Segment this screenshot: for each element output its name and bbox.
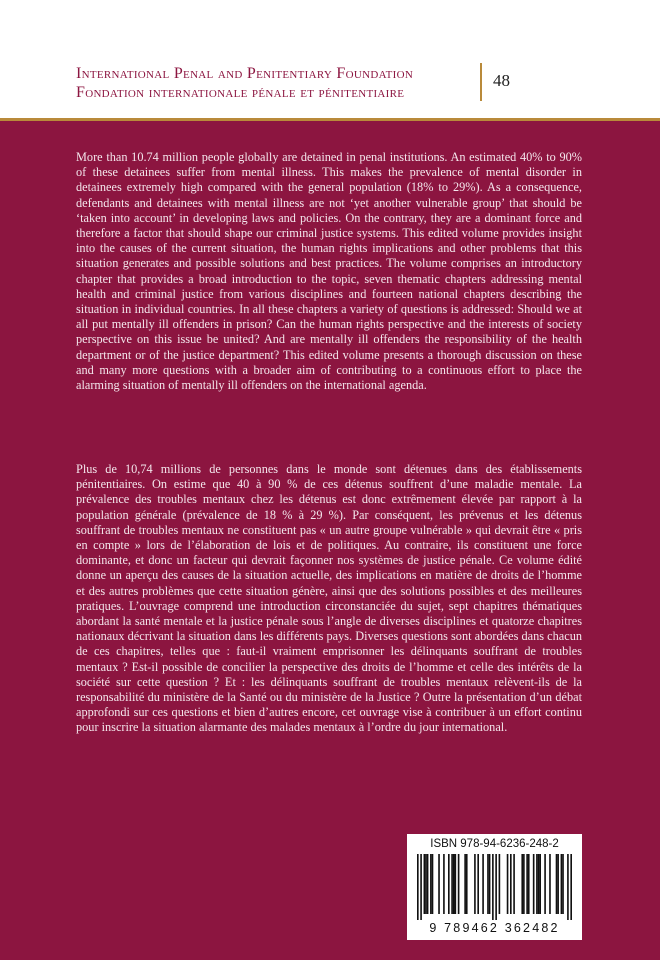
- barcode-block: [407, 834, 582, 940]
- series-number: 48: [493, 71, 510, 90]
- barcode-bar: [556, 854, 558, 914]
- barcode-bar: [492, 854, 494, 920]
- publisher-name: [76, 64, 476, 102]
- barcode-bar: [424, 854, 426, 914]
- barcode-bar: [451, 854, 453, 914]
- barcode-bar: [453, 854, 455, 914]
- barcode-bar: [561, 854, 563, 914]
- barcode-bar: [521, 854, 523, 914]
- barcode-bar: [474, 854, 476, 914]
- barcode-bar: [499, 854, 501, 914]
- publisher-name-french: Fondation internationale pénale et pénitentiaire: [76, 84, 405, 101]
- barcode-bar: [526, 854, 528, 914]
- barcode-bar: [533, 854, 535, 914]
- barcode-bar: [455, 854, 457, 914]
- header-band: [0, 0, 660, 118]
- barcode-bar: [443, 854, 445, 914]
- isbn-label: ISBN 978-94-6236-248-2: [430, 838, 559, 850]
- barcode-bar: [448, 854, 450, 914]
- barcode-bar: [425, 854, 427, 914]
- barcode-bar: [495, 854, 497, 920]
- barcode-bar: [570, 854, 572, 920]
- barcode-bar: [549, 854, 551, 914]
- barcode-bar: [466, 854, 468, 914]
- blurb-french: Plus de 10,74 millions de personnes dans le monde sont détenues dans des établissements pénitentiaires. On estime que 40 à 90 % de ces détenus souffrent d’une maladie mentale. La prévalence des troubles mentaux chez les détenus est donc extrêmement élevée par rapport à la population générale (prévalence de 18 % à 29 %). Par conséquent, les prévenus et les détenus souffrant de troubles mentaux ne constituent pas « un autre groupe vulnérable » qui devrait être « pris en compte » lors de l’élaboration de lois et de politiques. Au contraire, ils constituent une force dominante, et donc un facteur qui devrait façonner nos systèmes de justice pénale. Ce volume édité donne un aperçu des causes de la situation actuelle, des implications en matière de droits de l’homme et des autres problèmes que cette situation génère, ainsi que des solutions possibles et des meilleures pratiques. L’ouvrage comprend une introduction circonstanciée du sujet, sept chapitres thématiques abordant la santé mentale et la justice pénale sous l’angle de diverses disciplines et quatorze chapitres nationaux décrivant la situation dans les différents pays. Diverses questions sont abordées dans chacun de ces chapitres, telles que : faut-il vraiment emprisonner les délinquants souffrant de troubles mentaux ? Est-il possible de concilier la perspective des droits de l’homme et celle des intérêts de la société sur cette question ? Et : les délinquants souffrant de troubles mentaux relèvent-ils de la responsabilité du ministère de la Santé ou du ministère de la Justice ? Outre la présentation d’un débat approfondi sur ces questions et bien d’autres encore, cet ouvrage vise à contribuer à un effort continu pour inscrire la situation alarmante des malades mentaux à l’ordre du jour international.: [76, 462, 582, 735]
- gold-rule: [0, 118, 660, 121]
- barcode-bar: [567, 854, 569, 920]
- barcode-bar: [427, 854, 429, 914]
- barcode-bar: [432, 854, 434, 914]
- barcode-bar: [487, 854, 489, 914]
- barcode-bar: [458, 854, 460, 914]
- ean-digits: 9 789462 362482: [429, 921, 560, 935]
- barcode-bar: [538, 854, 540, 914]
- barcode-bars: [417, 854, 572, 920]
- publisher-name-english: International Penal and Penitentiary Foundation: [76, 65, 414, 82]
- barcode-bar: [482, 854, 484, 914]
- barcode-bar: [464, 854, 466, 914]
- barcode-bar: [536, 854, 538, 914]
- barcode-bar: [430, 854, 432, 914]
- blurb-english: More than 10.74 million people globally are detained in penal institutions. An estimated 40% to 90% of these detainees suffer from mental illness. This makes the prevalence of mental disorder in detainees extremely high compared with the general population (18% to 29%). As a consequence, defendants and detainees with mental illness are not ‘yet another vulnerable group’ that should be ‘taken into account’ in developing laws and policies. On the contrary, they are a dominant force and therefore a factor that should shape our criminal justice systems. This edited volume provides insight into the causes of the current situation, the human rights implications and other problems that this situation generates and possible solutions and best practices. The volume comprises an introductory chapter that provides a broad introduction to the topic, seven thematic chapters addressing mental health and criminal justice from various disciplines and fourteen national chapters describing the situation in individual countries. In all these chapters a variety of questions is addressed: Should we at all put mentally ill offenders in prison? Can the human rights perspective and the interests of society perspective on this issue be united? And are mentally ill offenders the responsibility of the health department or of the justice department? This edited volume presents a thorough discussion on these and many more questions with a broader aim of contributing to a continuous effort to place the alarming situation of mentally ill offenders on the international agenda.: [76, 150, 582, 393]
- barcode-bar: [510, 854, 512, 914]
- barcode-bar: [528, 854, 530, 914]
- barcode-bar: [557, 854, 559, 914]
- barcode-bar: [420, 854, 422, 920]
- barcode-bar: [507, 854, 509, 914]
- barcode-bar: [562, 854, 564, 914]
- barcode-bar: [489, 854, 491, 914]
- barcode-bar: [513, 854, 515, 914]
- header-divider: [480, 63, 482, 101]
- barcode-bar: [477, 854, 479, 914]
- barcode-bar: [438, 854, 440, 914]
- barcode-bar: [417, 854, 419, 920]
- barcode-bar: [539, 854, 541, 914]
- barcode-bar: [544, 854, 546, 914]
- barcode-bar: [523, 854, 525, 914]
